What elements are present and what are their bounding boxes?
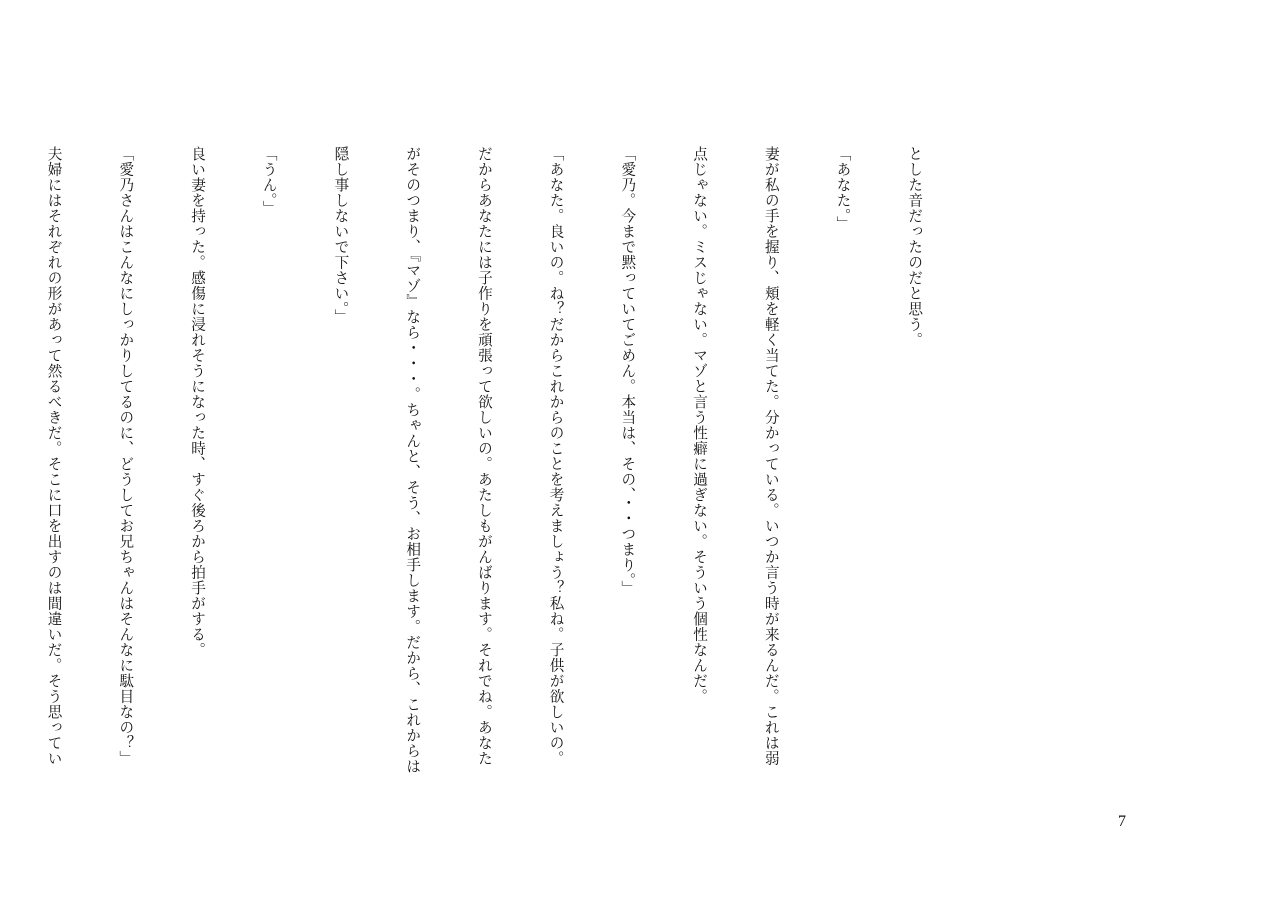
page-number: 7 bbox=[1118, 813, 1126, 830]
text-line: 隠し事しないで下さい。」 bbox=[332, 146, 350, 325]
text-line: 「愛乃。今まで黙っていてごめん。本当は、その、・・つまり。」 bbox=[619, 146, 637, 597]
text-line: 夫婦にはそれぞれの形があって然るべきだ。そこに口を出すのは間違いだ。そう思ってい bbox=[45, 146, 63, 766]
text-line: 「うん。」 bbox=[260, 146, 278, 217]
text-line: とした音だったのだと思う。 bbox=[906, 146, 924, 348]
vertical-text-block bbox=[0, 146, 974, 786]
text-line: 「愛乃さんはこんなにしっかりしてるのに、どうしてお兄ちゃんはそんなに駄目なの？」 bbox=[117, 146, 135, 766]
text-line: 点じゃない。ミスじゃない。マゾと言う性癖に過ぎない。そういう個性なんだ。 bbox=[691, 146, 709, 704]
text-line: 良い妻を持った。感傷に浸れそうになった時、すぐ後ろから拍手がする。 bbox=[189, 146, 206, 658]
text-line: がそのつまり、『マゾ』なら・・・。ちゃんと、そう、お相手します。だから、これからは bbox=[404, 146, 422, 775]
text-line: 妻が私の手を握り、頬を軽く当てた。分かっている。いつか言う時が来るんだ。これは弱 bbox=[762, 146, 780, 766]
text-line: だからあなたには子作りを頑張って欲しいの。あたしもがんばります。それでね。あなた bbox=[475, 146, 493, 766]
text-line: 「あなた。良いの。ね？だからこれからのことを考えましょう？私ね。子供が欲しいの。 bbox=[547, 146, 565, 766]
text-line: 「あなた。」 bbox=[834, 146, 852, 232]
